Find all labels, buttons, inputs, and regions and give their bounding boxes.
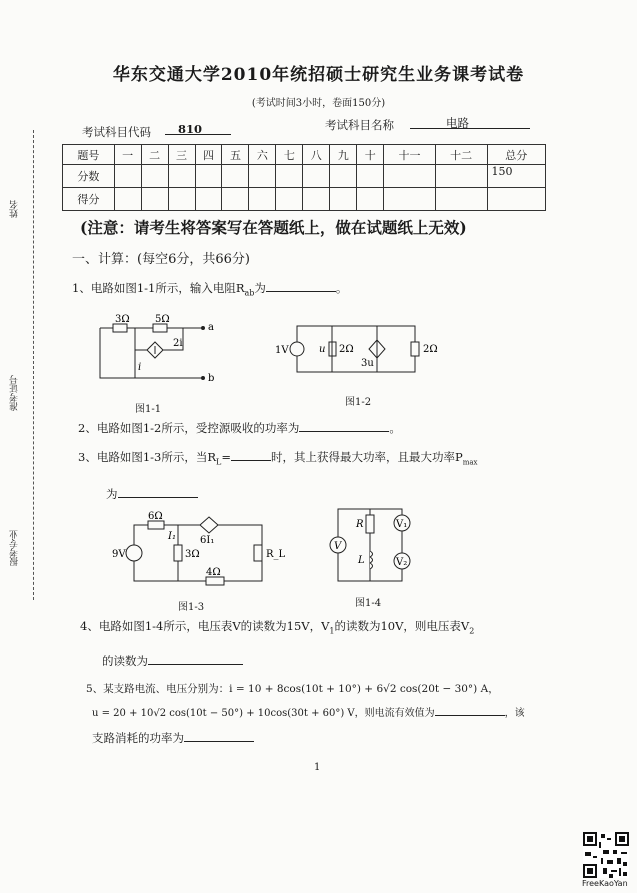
svg-text:6I₁: 6I₁	[200, 535, 215, 546]
svg-text:3Ω: 3Ω	[185, 549, 200, 560]
subject-name-underline	[410, 116, 530, 129]
score-header-cell: 七	[276, 145, 303, 165]
score-total: 150	[487, 165, 546, 188]
question-4: 4、电路如图1-4所示，电压表V的读数为15V，$V_1$的读数为10V，则电压表$V_2$	[80, 619, 475, 636]
score-row-earned	[63, 188, 546, 211]
side-label-name: 姓名	[10, 200, 20, 218]
score-header-cell: 三	[168, 145, 195, 165]
answer-blank[interactable]	[148, 653, 243, 665]
svg-text:V₁: V₁	[396, 519, 408, 530]
svg-text:V₂: V₂	[396, 557, 408, 568]
figure-1-2	[275, 320, 438, 380]
score-header-cell: 一	[114, 145, 141, 165]
subject-code-value: 810	[178, 122, 203, 136]
score-header-cell: 总分	[487, 145, 546, 165]
svg-text:3Ω: 3Ω	[115, 314, 130, 325]
score-header-cell: 六	[249, 145, 276, 165]
question-3-cont: 为	[106, 486, 198, 502]
svg-text:2i: 2i	[173, 338, 183, 349]
subject-code-label: 考试科目代码	[82, 125, 151, 139]
question-5: 5、某支路电流、电压分别为：i = 10 + 8cos(10t + 10°) + 6√2 cos(20t − 30°) A，	[86, 683, 499, 695]
figure-1-4-caption: 图1-4	[355, 598, 382, 609]
section-heading: 一、计算：(每空6分，共66分)	[72, 252, 250, 267]
score-table	[62, 144, 546, 211]
svg-text:R: R	[356, 519, 364, 530]
subject-name-label: 考试科目名称	[325, 118, 394, 132]
exam-title: 华东交通大学2010年统招硕士研究生业务课考试卷	[112, 65, 525, 85]
answer-blank[interactable]	[299, 420, 389, 432]
answer-blank[interactable]	[118, 486, 198, 498]
question-1: 1、电路如图1-1所示，输入电阻$R_{ab}$为 。	[72, 281, 348, 298]
score-row-label: 得分	[63, 188, 115, 211]
answer-blank[interactable]	[231, 449, 271, 461]
figure-1-4	[320, 505, 430, 585]
svg-text:4Ω: 4Ω	[206, 567, 221, 578]
exam-subtitle: (考试时间3小时，卷面150分)	[251, 98, 386, 109]
svg-text:R_L: R_L	[266, 549, 286, 560]
page-number: 1	[314, 762, 321, 773]
score-header-cell: 八	[303, 145, 330, 165]
score-header-cell: 十	[357, 145, 384, 165]
watermark-text: FreeKaoYan	[582, 879, 628, 888]
answer-blank[interactable]	[435, 704, 505, 716]
svg-text:9V: 9V	[112, 549, 126, 560]
svg-text:L: L	[358, 555, 365, 566]
question-4-cont: 的读数为	[102, 653, 243, 669]
question-2: 2、电路如图1-2所示，受控源吸收的功率为 。	[78, 421, 401, 435]
binding-line	[33, 130, 34, 600]
score-earned-total	[487, 188, 546, 211]
svg-text:2Ω: 2Ω	[339, 344, 354, 355]
score-header-cell: 十一	[384, 145, 436, 165]
subject-name-value: 电路	[446, 116, 469, 130]
figure-1-3	[112, 511, 286, 585]
question-5-line3: 支路消耗的功率为	[92, 730, 254, 746]
figure-1-2-caption: 图1-2	[345, 397, 372, 408]
score-header-cell: 十二	[435, 145, 487, 165]
svg-text:5Ω: 5Ω	[155, 314, 170, 325]
score-header-row	[63, 145, 546, 165]
score-row-label: 分数	[63, 165, 115, 188]
score-header-cell: 题号	[63, 145, 115, 165]
score-header-cell: 九	[330, 145, 357, 165]
qr-code-icon	[583, 832, 629, 878]
score-header-cell: 四	[195, 145, 222, 165]
question-3: 3、电路如图1-3所示，当$R_L=$ 时，其上获得最大功率，且最大功率$P_{max}$	[78, 450, 478, 467]
score-row-points	[63, 165, 546, 188]
svg-text:I₁: I₁	[168, 531, 176, 542]
svg-text:3u: 3u	[361, 358, 374, 369]
figure-1-3-caption: 图1-3	[178, 602, 205, 613]
svg-text:u: u	[319, 344, 326, 355]
figure-1-1-caption: 图1-1	[135, 404, 162, 415]
svg-text:V: V	[334, 541, 342, 552]
svg-text:2Ω: 2Ω	[423, 344, 438, 355]
svg-text:1V: 1V	[275, 345, 289, 356]
side-label-exam-id: 准考证号	[10, 375, 20, 411]
score-header-cell: 五	[222, 145, 249, 165]
svg-text:b: b	[208, 373, 215, 384]
figure-1-1	[95, 314, 225, 388]
svg-text:a: a	[208, 322, 214, 333]
score-header-cell: 二	[141, 145, 168, 165]
answer-blank[interactable]	[266, 280, 336, 292]
notice: (注意：请考生将答案写在答题纸上，做在试题纸上无效)	[80, 218, 467, 237]
svg-text:i: i	[138, 362, 142, 373]
answer-blank[interactable]	[184, 730, 254, 742]
question-5-line2: u = 20 + 10√2 cos(10t − 50°) + 10cos(30t + 60°) V，则电流有效值为 ，该	[92, 704, 525, 719]
svg-text:6Ω: 6Ω	[148, 511, 163, 522]
side-label-major: 报考专业	[10, 530, 20, 566]
